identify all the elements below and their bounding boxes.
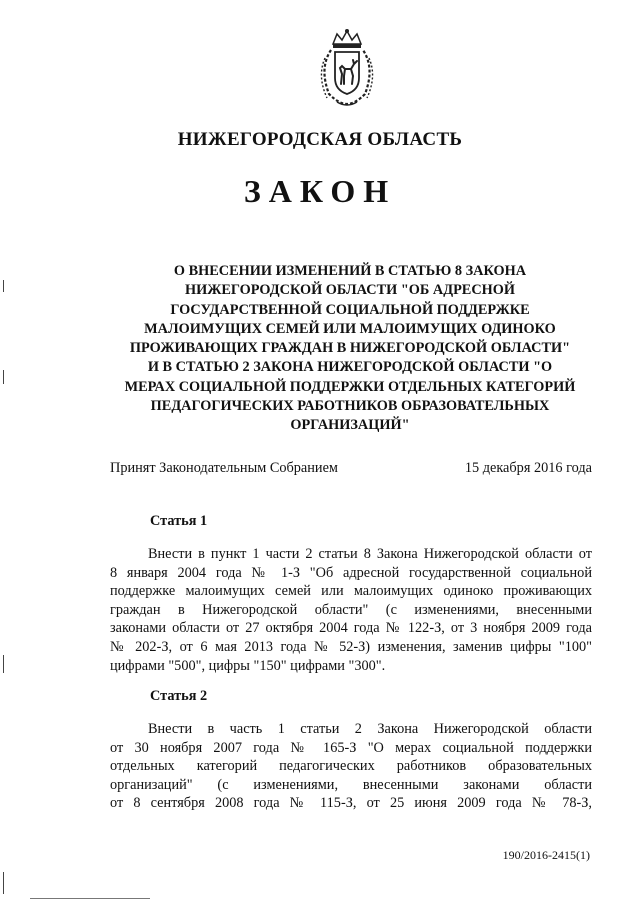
adopted-by: Принят Законодательным Собранием [110,460,338,476]
title-line: МЕРАХ СОЦИАЛЬНОЙ ПОДДЕРЖКИ ОТДЕЛЬНЫХ КАТЕГОРИЙ [124,378,576,395]
title-line: ПРОЖИВАЮЩИХ ГРАЖДАН В НИЖЕГОРОДСКОЙ ОБЛАСТИ" [129,340,571,357]
text-line: поддержке малоимущих семей или малоимущих одиноко проживающих [110,583,592,600]
article-1-text [110,545,592,675]
text-line: Внести в пункт 1 части 2 статьи 8 Закона Нижегородской области от [148,546,592,562]
text-line: организаций" (с изменениями, внесенными законами области [110,776,592,793]
scan-margin-mark [3,872,4,894]
coat-of-arms-icon [311,28,383,108]
text-line: цифрами "500", цифры "150" цифрами "300". [110,657,386,674]
scan-margin-mark [3,280,4,292]
scan-margin-mark [3,370,4,384]
article-2-heading: Статья 2 [150,688,208,704]
scan-margin-mark [3,655,4,673]
title-line: НИЖЕГОРОДСКОЙ ОБЛАСТИ "ОБ АДРЕСНОЙ [184,282,516,299]
text-line: от 30 ноября 2007 года № 165-З "О мерах социальной поддержки [110,739,592,756]
article-1-heading: Статья 1 [150,513,208,529]
law-title [110,262,590,436]
title-line: ПЕДАГОГИЧЕСКИХ РАБОТНИКОВ ОБРАЗОВАТЕЛЬНЫХ [150,398,550,415]
title-line: И В СТАТЬЮ 2 ЗАКОНА НИЖЕГОРОДСКОЙ ОБЛАСТИ "О [147,359,553,376]
adopted-date: 15 декабря 2016 года [464,460,592,476]
article-2-text [110,720,592,813]
text-line: отдельных категорий педагогических работников образовательных [110,758,592,775]
text-line: от 8 сентября 2008 года № 115-З, от 25 июня 2009 года № 78-З, [110,795,592,812]
text-line: 8 января 2004 года № 1-З "Об адресной государственной социальной [110,564,592,581]
text-line: законами области от 27 октября 2004 года № 122-З, от 3 ноября 2009 года [110,620,592,637]
title-line: МАЛОИМУЩИХ СЕМЕЙ ИЛИ МАЛОИМУЩИХ ОДИНОКО [144,320,556,337]
document-type-heading: ЗАКОН [243,173,397,209]
title-line: О ВНЕСЕНИИ ИЗМЕНЕНИЙ В СТАТЬЮ 8 ЗАКОНА [173,263,527,279]
text-line: № 202-З, от 6 мая 2013 года № 52-З) изменения, заменив цифры "100" [110,638,592,655]
region-heading: НИЖЕГОРОДСКАЯ ОБЛАСТЬ [177,129,463,150]
text-line: Внести в часть 1 статьи 2 Закона Нижегородской области [148,721,592,737]
text-line: граждан в Нижегородской области" (с изменениями, внесенными [110,601,592,618]
scan-edge-mark [30,898,150,899]
title-line: ОРГАНИЗАЦИЙ" [290,417,410,434]
title-line: ГОСУДАРСТВЕННОЙ СОЦИАЛЬНОЙ ПОДДЕРЖКЕ [170,301,530,318]
document-number: 190/2016-2415(1) [502,848,590,862]
